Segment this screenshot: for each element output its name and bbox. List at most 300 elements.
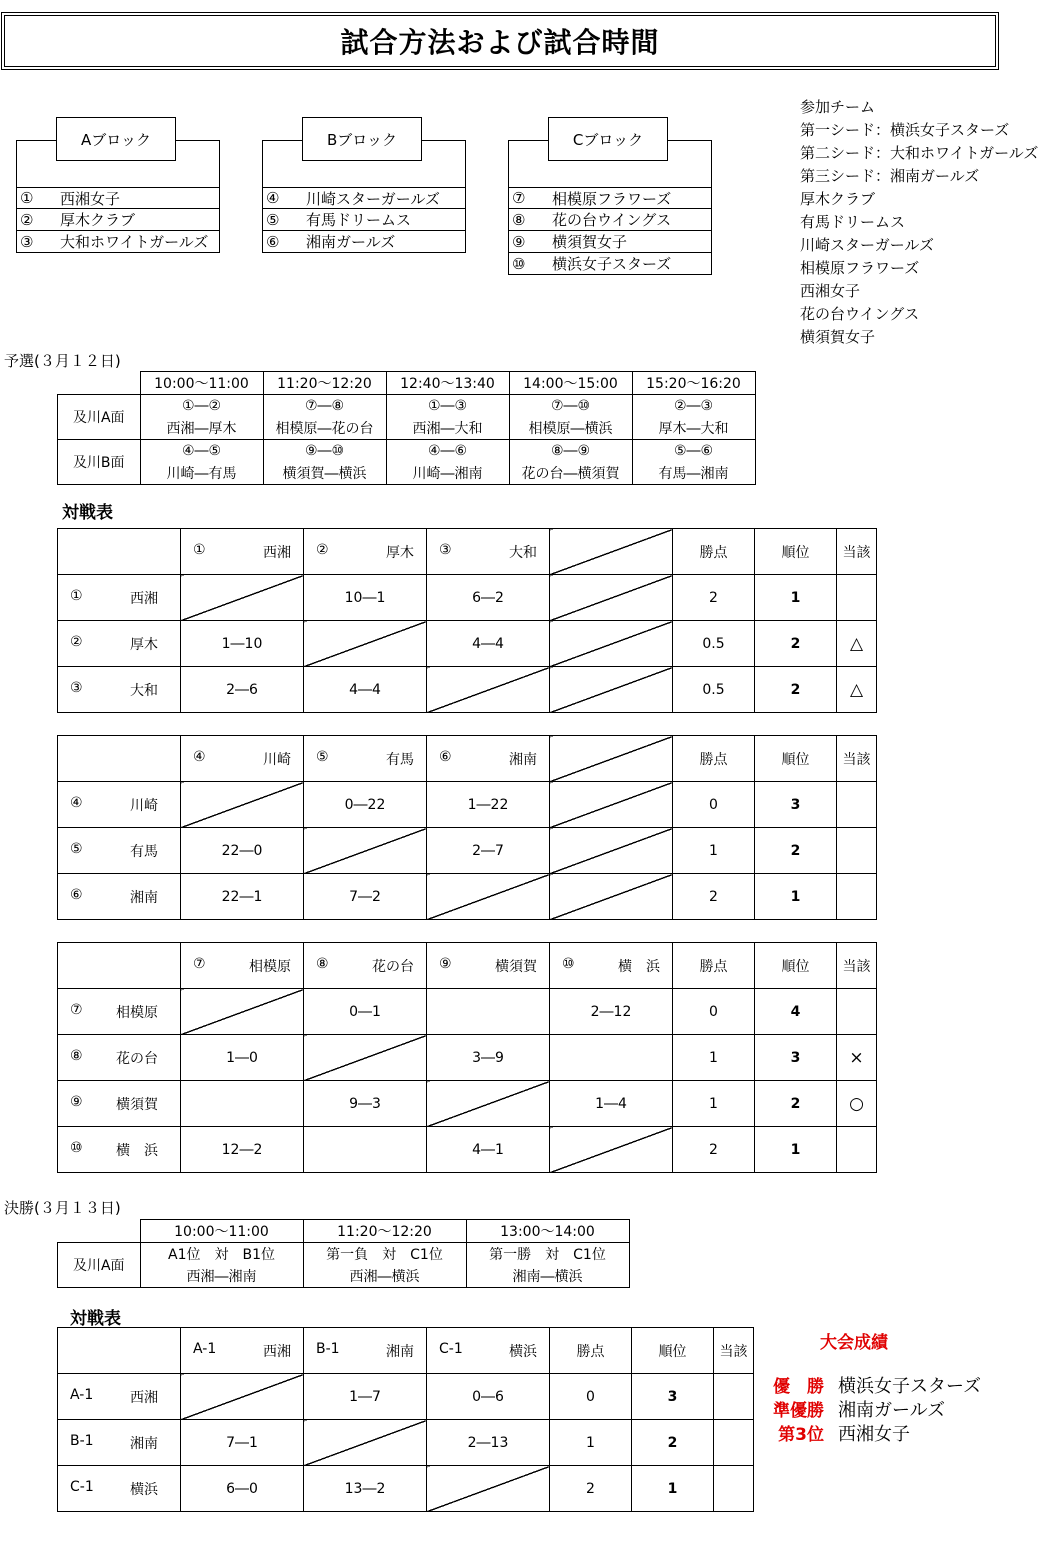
participant-item: 横須賀女子 bbox=[800, 328, 876, 346]
col-team-name: 花の台 bbox=[372, 958, 414, 975]
empty-diag bbox=[550, 736, 673, 782]
rank-cell: 2 bbox=[755, 621, 837, 667]
row-team-no: ⑧ bbox=[70, 1047, 83, 1064]
rank-header: 順位 bbox=[755, 736, 837, 782]
block-team bbox=[262, 187, 466, 209]
diag-cell bbox=[181, 1374, 304, 1420]
tie-cell: ○ bbox=[837, 1081, 877, 1127]
rank-cell: 1 bbox=[755, 1127, 837, 1173]
tie-cell bbox=[837, 782, 877, 828]
match-teams: 西湘―湘南 bbox=[140, 1265, 303, 1288]
row-team bbox=[58, 575, 181, 621]
col-team bbox=[304, 736, 427, 782]
court-name: 及川A面 bbox=[58, 395, 141, 440]
score-cell: 0―1 bbox=[304, 989, 427, 1035]
block-team bbox=[508, 253, 712, 275]
match-code: ①―③ bbox=[386, 395, 509, 418]
final-label: 決勝(３月１３日) bbox=[4, 1199, 121, 1217]
col-team-no: B-1 bbox=[316, 1340, 340, 1357]
tie-header: 当該 bbox=[837, 529, 877, 575]
col-team bbox=[550, 943, 673, 989]
results-title: 大会成績 bbox=[820, 1333, 888, 1353]
time-slot: 12:40～13:40 bbox=[386, 372, 509, 395]
match-code: ①―② bbox=[140, 395, 263, 418]
time-slot: 13:00～14:00 bbox=[466, 1220, 629, 1243]
score-cell: 1―7 bbox=[304, 1374, 427, 1420]
points-cell: 2 bbox=[673, 1127, 755, 1173]
table-row bbox=[58, 1374, 754, 1420]
tie-cell bbox=[714, 1374, 754, 1420]
table-row bbox=[58, 782, 877, 828]
col-team bbox=[181, 1328, 304, 1374]
score-cell: 12―2 bbox=[181, 1127, 304, 1173]
col-team-name: 横 浜 bbox=[618, 958, 660, 975]
match-code: ⑦―⑩ bbox=[509, 395, 632, 418]
col-team bbox=[427, 943, 550, 989]
score-cell: 1―22 bbox=[427, 782, 550, 828]
rank-cell: 4 bbox=[755, 989, 837, 1035]
col-team-no: ⑨ bbox=[439, 955, 452, 972]
block-team bbox=[262, 231, 466, 253]
team-name: 相模原フラワーズ bbox=[552, 189, 672, 208]
final-match-table bbox=[57, 1327, 754, 1512]
score-cell: 7―1 bbox=[181, 1420, 304, 1466]
row-team-no: ⑨ bbox=[70, 1093, 83, 1110]
team-name: 花の台ウイングス bbox=[552, 211, 672, 229]
team-name: 湘南ガールズ bbox=[306, 233, 396, 251]
points-header: 勝点 bbox=[673, 943, 755, 989]
participant-item: 相模原フラワーズ bbox=[800, 259, 920, 277]
row-team bbox=[58, 1127, 181, 1173]
score-cell: 6―0 bbox=[181, 1466, 304, 1512]
col-team-no: ④ bbox=[193, 748, 206, 765]
row-team-name: 横 浜 bbox=[116, 1142, 158, 1159]
tie-cell bbox=[837, 989, 877, 1035]
table-row bbox=[58, 1127, 877, 1173]
block-team-list bbox=[262, 187, 466, 253]
team-number: ④ bbox=[266, 189, 280, 207]
diag-cell bbox=[427, 667, 550, 713]
section-title-1: 対戦表 bbox=[62, 503, 113, 523]
rank-cell: 1 bbox=[755, 874, 837, 920]
col-team-no: ① bbox=[193, 541, 206, 558]
row-team-name: 川崎 bbox=[130, 797, 158, 814]
row-team bbox=[58, 621, 181, 667]
score-cell: 2―13 bbox=[427, 1420, 550, 1466]
diag-cell bbox=[550, 621, 673, 667]
match-code: ⑧―⑨ bbox=[509, 440, 632, 463]
col-team bbox=[181, 529, 304, 575]
empty-diag bbox=[550, 529, 673, 575]
col-team-name: 湘南 bbox=[386, 1343, 414, 1360]
court-name: 及川B面 bbox=[58, 440, 141, 485]
points-cell: 0 bbox=[673, 782, 755, 828]
tie-cell: △ bbox=[837, 621, 877, 667]
team-name: 横須賀女子 bbox=[552, 233, 628, 251]
match-teams: 西湘―横浜 bbox=[303, 1265, 466, 1288]
match-code: A1位 対 B1位 bbox=[140, 1243, 303, 1266]
match-teams: 相模原―横浜 bbox=[509, 417, 632, 440]
match-teams: 有馬―湘南 bbox=[632, 462, 755, 485]
score-cell: 13―2 bbox=[304, 1466, 427, 1512]
col-team-no: A-1 bbox=[193, 1340, 217, 1357]
match-code: ②―③ bbox=[632, 395, 755, 418]
points-header: 勝点 bbox=[673, 736, 755, 782]
result-rank: 第3位 bbox=[778, 1425, 824, 1445]
row-team-no: B-1 bbox=[70, 1432, 94, 1449]
participant-item: 有馬ドリームス bbox=[800, 213, 906, 231]
score-cell bbox=[427, 989, 550, 1035]
col-team-no: ⑤ bbox=[316, 748, 329, 765]
score-cell bbox=[181, 1081, 304, 1127]
block-title: Bブロック bbox=[302, 117, 422, 161]
time-slot: 15:20～16:20 bbox=[632, 372, 755, 395]
result-item bbox=[764, 1399, 981, 1423]
team-number: ⑤ bbox=[266, 210, 280, 229]
row-team-no: ⑤ bbox=[70, 840, 83, 857]
row-team-name: 花の台 bbox=[116, 1050, 158, 1067]
table-row bbox=[58, 874, 877, 920]
row-team-no: ⑥ bbox=[70, 886, 83, 903]
tie-cell bbox=[837, 575, 877, 621]
tie-cell bbox=[714, 1420, 754, 1466]
time-slot: 10:00～11:00 bbox=[140, 1220, 303, 1243]
block-title: Aブロック bbox=[56, 117, 176, 161]
tournament-results bbox=[764, 1328, 981, 1447]
tie-cell bbox=[837, 828, 877, 874]
time-slot: 14:00～15:00 bbox=[509, 372, 632, 395]
diag-cell bbox=[550, 1127, 673, 1173]
match-teams: 湘南―横浜 bbox=[466, 1265, 629, 1288]
score-cell: 0―22 bbox=[304, 782, 427, 828]
row-team-name: 有馬 bbox=[130, 843, 158, 860]
row-team-no: C-1 bbox=[70, 1478, 94, 1495]
col-team-no: ③ bbox=[439, 541, 452, 558]
col-team-no: ⑧ bbox=[316, 955, 329, 972]
block-team bbox=[508, 209, 712, 231]
time-slot: 11:20～12:20 bbox=[263, 372, 386, 395]
team-number: ⑦ bbox=[512, 189, 526, 207]
diag-cell bbox=[181, 575, 304, 621]
row-team bbox=[58, 828, 181, 874]
team-name: 厚木クラブ bbox=[60, 211, 136, 229]
title-box bbox=[1, 12, 999, 70]
table-row bbox=[58, 667, 877, 713]
row-team bbox=[58, 1420, 181, 1466]
table-row bbox=[58, 575, 877, 621]
col-team bbox=[427, 736, 550, 782]
row-team bbox=[58, 989, 181, 1035]
score-cell: 4―4 bbox=[304, 667, 427, 713]
row-team-no: ⑦ bbox=[70, 1001, 83, 1018]
row-team bbox=[58, 667, 181, 713]
team-name: 川崎スターガールズ bbox=[306, 189, 440, 208]
points-cell: 1 bbox=[673, 828, 755, 874]
participant-list bbox=[800, 96, 1038, 349]
col-team-name: 湘南 bbox=[509, 751, 537, 768]
team-number: ② bbox=[20, 210, 34, 229]
team-number: ⑧ bbox=[512, 210, 526, 229]
row-team-name: 大和 bbox=[130, 682, 158, 699]
score-cell bbox=[550, 1035, 673, 1081]
score-cell: 2―7 bbox=[427, 828, 550, 874]
diag-cell bbox=[304, 621, 427, 667]
col-team-name: 相模原 bbox=[249, 958, 291, 975]
row-team bbox=[58, 1081, 181, 1127]
row-team-no: ⑩ bbox=[70, 1139, 83, 1156]
tie-cell bbox=[714, 1466, 754, 1512]
rank-cell: 2 bbox=[755, 828, 837, 874]
team-number: ⑨ bbox=[512, 232, 526, 251]
row-team-no: ② bbox=[70, 633, 83, 650]
diag-cell bbox=[550, 667, 673, 713]
match-code: 第一勝 対 C1位 bbox=[466, 1243, 629, 1266]
court-name: 及川A面 bbox=[58, 1243, 141, 1288]
result-rank: 準優勝 bbox=[773, 1401, 824, 1421]
participant-item: 第二シード：大和ホワイトガールズ bbox=[800, 144, 1039, 162]
col-team bbox=[427, 1328, 550, 1374]
points-cell: 1 bbox=[673, 1035, 755, 1081]
col-team-no: ⑦ bbox=[193, 955, 206, 972]
row-team bbox=[58, 782, 181, 828]
diag-cell bbox=[181, 782, 304, 828]
col-team-name: 西湘 bbox=[263, 1343, 291, 1360]
row-team bbox=[58, 1374, 181, 1420]
tie-cell: × bbox=[837, 1035, 877, 1081]
row-team-no: A-1 bbox=[70, 1386, 94, 1403]
block-team bbox=[16, 209, 220, 231]
match-table-b bbox=[57, 735, 877, 920]
diag-cell bbox=[550, 575, 673, 621]
score-cell: 22―0 bbox=[181, 828, 304, 874]
col-team-no: ⑩ bbox=[562, 955, 575, 972]
participant-item: 川崎スターガールズ bbox=[800, 236, 934, 254]
score-cell: 1―10 bbox=[181, 621, 304, 667]
points-cell: 0 bbox=[550, 1374, 632, 1420]
match-code: 第一負 対 C1位 bbox=[303, 1243, 466, 1266]
table-row bbox=[58, 1466, 754, 1512]
rank-cell: 1 bbox=[755, 575, 837, 621]
row-team-name: 横須賀 bbox=[116, 1096, 158, 1113]
result-rank: 優 勝 bbox=[773, 1377, 824, 1397]
rank-header: 順位 bbox=[632, 1328, 714, 1374]
tie-cell: △ bbox=[837, 667, 877, 713]
match-teams: 花の台―横須賀 bbox=[509, 462, 632, 485]
table-row bbox=[58, 1420, 754, 1466]
match-table-a bbox=[57, 528, 877, 713]
match-teams: 厚木―大和 bbox=[632, 417, 755, 440]
row-team bbox=[58, 1035, 181, 1081]
block-team-list bbox=[16, 187, 220, 253]
match-teams: 西湘―大和 bbox=[386, 417, 509, 440]
rank-cell: 2 bbox=[632, 1420, 714, 1466]
match-teams: 横須賀―横浜 bbox=[263, 462, 386, 485]
team-name: 大和ホワイトガールズ bbox=[60, 233, 209, 251]
points-header: 勝点 bbox=[673, 529, 755, 575]
score-cell: 6―2 bbox=[427, 575, 550, 621]
table-row bbox=[58, 828, 877, 874]
points-cell: 2 bbox=[673, 575, 755, 621]
col-team-name: 有馬 bbox=[386, 751, 414, 768]
score-cell: 4―1 bbox=[427, 1127, 550, 1173]
match-teams: 相模原―花の台 bbox=[263, 417, 386, 440]
participant-item: 第一シード：横浜女子スターズ bbox=[800, 121, 1010, 139]
score-cell: 3―9 bbox=[427, 1035, 550, 1081]
col-team bbox=[304, 529, 427, 575]
rank-header: 順位 bbox=[755, 529, 837, 575]
points-cell: 1 bbox=[550, 1420, 632, 1466]
result-item bbox=[764, 1423, 981, 1447]
diag-cell bbox=[427, 1466, 550, 1512]
team-number: ③ bbox=[20, 232, 34, 251]
participant-item: 西湘女子 bbox=[800, 282, 861, 300]
team-name: 西湘女子 bbox=[60, 189, 121, 208]
table-row bbox=[58, 1081, 877, 1127]
result-team: 湘南ガールズ bbox=[838, 1400, 946, 1421]
participant-item: 参加チーム bbox=[800, 98, 876, 116]
row-team bbox=[58, 874, 181, 920]
section-title-final: 対戦表 bbox=[70, 1309, 121, 1329]
team-name: 横浜女子スターズ bbox=[552, 255, 672, 273]
score-cell: 10―1 bbox=[304, 575, 427, 621]
row-team-name: 横浜 bbox=[130, 1481, 158, 1498]
row-team-name: 湘南 bbox=[130, 889, 158, 906]
match-table-c bbox=[57, 942, 877, 1173]
table-row bbox=[58, 1035, 877, 1081]
time-slot: 10:00～11:00 bbox=[140, 372, 263, 395]
rank-cell: 2 bbox=[755, 667, 837, 713]
final-schedule bbox=[57, 1219, 630, 1288]
score-cell: 9―3 bbox=[304, 1081, 427, 1127]
tie-header: 当該 bbox=[714, 1328, 754, 1374]
diag-cell bbox=[181, 989, 304, 1035]
block-title: Cブロック bbox=[548, 117, 668, 161]
row-team-name: 厚木 bbox=[130, 636, 158, 653]
row-team-no: ① bbox=[70, 587, 83, 604]
prelim-schedule bbox=[57, 371, 756, 485]
diag-cell bbox=[427, 1081, 550, 1127]
points-cell: 1 bbox=[673, 1081, 755, 1127]
diag-cell bbox=[304, 1420, 427, 1466]
team-name: 有馬ドリームス bbox=[306, 211, 412, 229]
block-team bbox=[508, 231, 712, 253]
row-team-no: ④ bbox=[70, 794, 83, 811]
row-team-name: 西湘 bbox=[130, 590, 158, 607]
points-cell: 0.5 bbox=[673, 621, 755, 667]
col-team bbox=[304, 1328, 427, 1374]
score-cell: 1―4 bbox=[550, 1081, 673, 1127]
rank-header: 順位 bbox=[755, 943, 837, 989]
table-row bbox=[58, 621, 877, 667]
match-teams: 西湘―厚木 bbox=[140, 417, 263, 440]
team-number: ① bbox=[20, 189, 34, 207]
participant-item: 第三シード：湘南ガールズ bbox=[800, 167, 980, 185]
col-team-name: 大和 bbox=[509, 544, 537, 561]
team-number: ⑥ bbox=[266, 232, 280, 251]
block-team-list bbox=[508, 187, 712, 275]
match-code: ⑨―⑩ bbox=[263, 440, 386, 463]
col-team-name: 西湘 bbox=[263, 544, 291, 561]
points-header: 勝点 bbox=[550, 1328, 632, 1374]
col-team-no: C-1 bbox=[439, 1340, 463, 1357]
result-item bbox=[764, 1375, 981, 1399]
result-team: 横浜女子スターズ bbox=[838, 1376, 982, 1397]
col-team-name: 川崎 bbox=[263, 751, 291, 768]
rank-cell: 3 bbox=[755, 782, 837, 828]
diag-cell bbox=[550, 828, 673, 874]
rank-cell: 3 bbox=[632, 1374, 714, 1420]
diag-cell bbox=[550, 874, 673, 920]
time-slot: 11:20～12:20 bbox=[303, 1220, 466, 1243]
score-cell: 0―6 bbox=[427, 1374, 550, 1420]
result-team: 西湘女子 bbox=[838, 1424, 910, 1445]
col-team-name: 厚木 bbox=[386, 544, 414, 561]
match-code: ④―⑥ bbox=[386, 440, 509, 463]
score-cell bbox=[304, 1127, 427, 1173]
col-team bbox=[181, 943, 304, 989]
page-title: 試合方法および試合時間 bbox=[4, 15, 996, 67]
col-team bbox=[304, 943, 427, 989]
col-team-name: 横須賀 bbox=[495, 958, 537, 975]
points-cell: 2 bbox=[673, 874, 755, 920]
rank-cell: 1 bbox=[632, 1466, 714, 1512]
points-cell: 0 bbox=[673, 989, 755, 1035]
tie-cell bbox=[837, 874, 877, 920]
score-cell: 2―12 bbox=[550, 989, 673, 1035]
row-team-no: ③ bbox=[70, 679, 83, 696]
tie-header: 当該 bbox=[837, 943, 877, 989]
col-team-no: ⑥ bbox=[439, 748, 452, 765]
col-team-no: ② bbox=[316, 541, 329, 558]
match-teams: 川崎―湘南 bbox=[386, 462, 509, 485]
block-team bbox=[16, 231, 220, 253]
col-team bbox=[427, 529, 550, 575]
match-teams: 川崎―有馬 bbox=[140, 462, 263, 485]
match-code: ④―⑤ bbox=[140, 440, 263, 463]
row-team-name: 湘南 bbox=[130, 1435, 158, 1452]
participant-item: 厚木クラブ bbox=[800, 190, 876, 208]
table-row bbox=[58, 989, 877, 1035]
diag-cell bbox=[304, 1035, 427, 1081]
row-team bbox=[58, 1466, 181, 1512]
score-cell: 22―1 bbox=[181, 874, 304, 920]
diag-cell bbox=[427, 874, 550, 920]
rank-cell: 3 bbox=[755, 1035, 837, 1081]
block-team bbox=[262, 209, 466, 231]
score-cell: 2―6 bbox=[181, 667, 304, 713]
block-team bbox=[16, 187, 220, 209]
row-team-name: 西湘 bbox=[130, 1389, 158, 1406]
points-cell: 0.5 bbox=[673, 667, 755, 713]
tie-header: 当該 bbox=[837, 736, 877, 782]
diag-cell bbox=[550, 782, 673, 828]
team-number: ⑩ bbox=[512, 254, 526, 273]
prelim-label: 予選(３月１２日) bbox=[4, 352, 121, 370]
score-cell: 4―4 bbox=[427, 621, 550, 667]
diag-cell bbox=[304, 828, 427, 874]
match-code: ⑦―⑧ bbox=[263, 395, 386, 418]
tie-cell bbox=[837, 1127, 877, 1173]
match-code: ⑤―⑥ bbox=[632, 440, 755, 463]
score-cell: 7―2 bbox=[304, 874, 427, 920]
score-cell: 1―0 bbox=[181, 1035, 304, 1081]
col-team-name: 横浜 bbox=[509, 1343, 537, 1360]
points-cell: 2 bbox=[550, 1466, 632, 1512]
rank-cell: 2 bbox=[755, 1081, 837, 1127]
col-team bbox=[181, 736, 304, 782]
participant-item: 花の台ウイングス bbox=[800, 305, 920, 323]
row-team-name: 相模原 bbox=[116, 1004, 158, 1021]
